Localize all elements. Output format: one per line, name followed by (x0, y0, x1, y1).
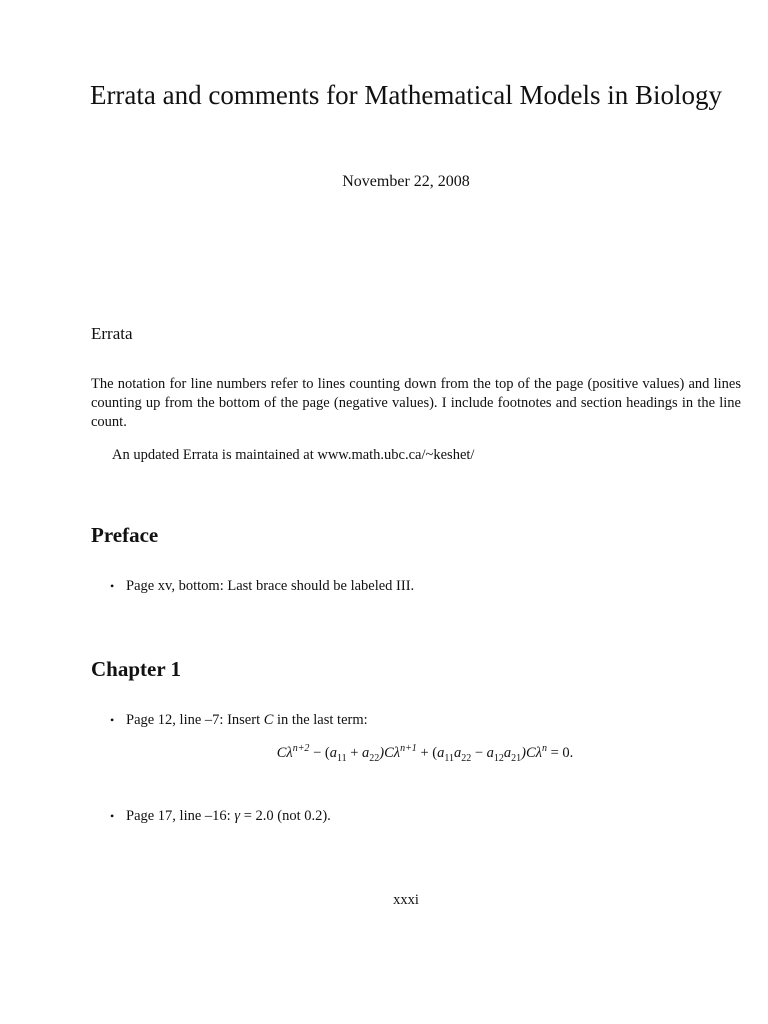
bullet-icon: • (110, 809, 115, 823)
eq-sub: 12 (493, 752, 504, 764)
eq-term: a (453, 745, 462, 761)
preface-item-text: Page xv, bottom: Last brace should be labeled III. (126, 578, 415, 594)
eq-sub: 11 (444, 752, 454, 764)
chapter1-item-2-var: γ (234, 808, 241, 824)
chapter1-item-1-var: C (263, 712, 274, 728)
eq-sub: 21 (511, 752, 522, 764)
eq-term: a (437, 745, 445, 761)
preface-item (110, 578, 414, 595)
page-number: xxxi (393, 892, 419, 908)
eq-op: − (471, 745, 487, 761)
errata-heading: Errata (91, 324, 133, 343)
eq-sub: 22 (461, 752, 472, 764)
chapter1-item-2-prefix: Page 17, line –16: (126, 808, 235, 824)
eq-term: a (486, 745, 494, 761)
bullet-icon: • (110, 713, 115, 727)
chapter1-item-1 (110, 712, 368, 729)
document-date: November 22, 2008 (342, 173, 470, 190)
eq-term: a (503, 745, 512, 761)
chapter1-heading: Chapter 1 (91, 657, 182, 681)
eq-op: + (346, 745, 363, 761)
chapter1-item-2-suffix: = 2.0 (not 0.2). (240, 808, 331, 824)
eq-op: − ( (309, 745, 330, 761)
bullet-icon: • (110, 579, 115, 593)
eq-sub: 11 (336, 752, 347, 764)
errata-paragraph: The notation for line numbers refer to lines counting down from the top of the page (positive values) and lines counting up from the bottom of the page (negative values). I include footnotes and section headings in the line count. (91, 376, 741, 430)
eq-term: Cλ (276, 745, 293, 761)
chapter1-item-2 (110, 808, 331, 825)
eq-term: a (362, 745, 370, 761)
eq-sub: 22 (369, 752, 380, 764)
chapter1-item-1-prefix: Page 12, line –7: Insert (126, 712, 264, 728)
errata-update-note: An updated Errata is maintained at www.math.ubc.ca/~keshet/ (112, 447, 475, 463)
document-title: Errata and comments for Mathematical Models in Biology (89, 80, 723, 110)
eq-op: = 0. (546, 745, 574, 761)
eq-sup: n+1 (400, 743, 417, 755)
preface-heading: Preface (91, 523, 159, 547)
eq-sup: n (541, 743, 547, 755)
eq-op: + ( (416, 745, 438, 761)
eq-term: )Cλ (521, 745, 542, 761)
eq-sup: n+2 (292, 743, 310, 755)
characteristic-equation (0, 745, 768, 762)
chapter1-item-1-suffix: in the last term: (273, 712, 368, 728)
eq-term: )Cλ (379, 745, 401, 761)
eq-term: a (329, 745, 337, 761)
